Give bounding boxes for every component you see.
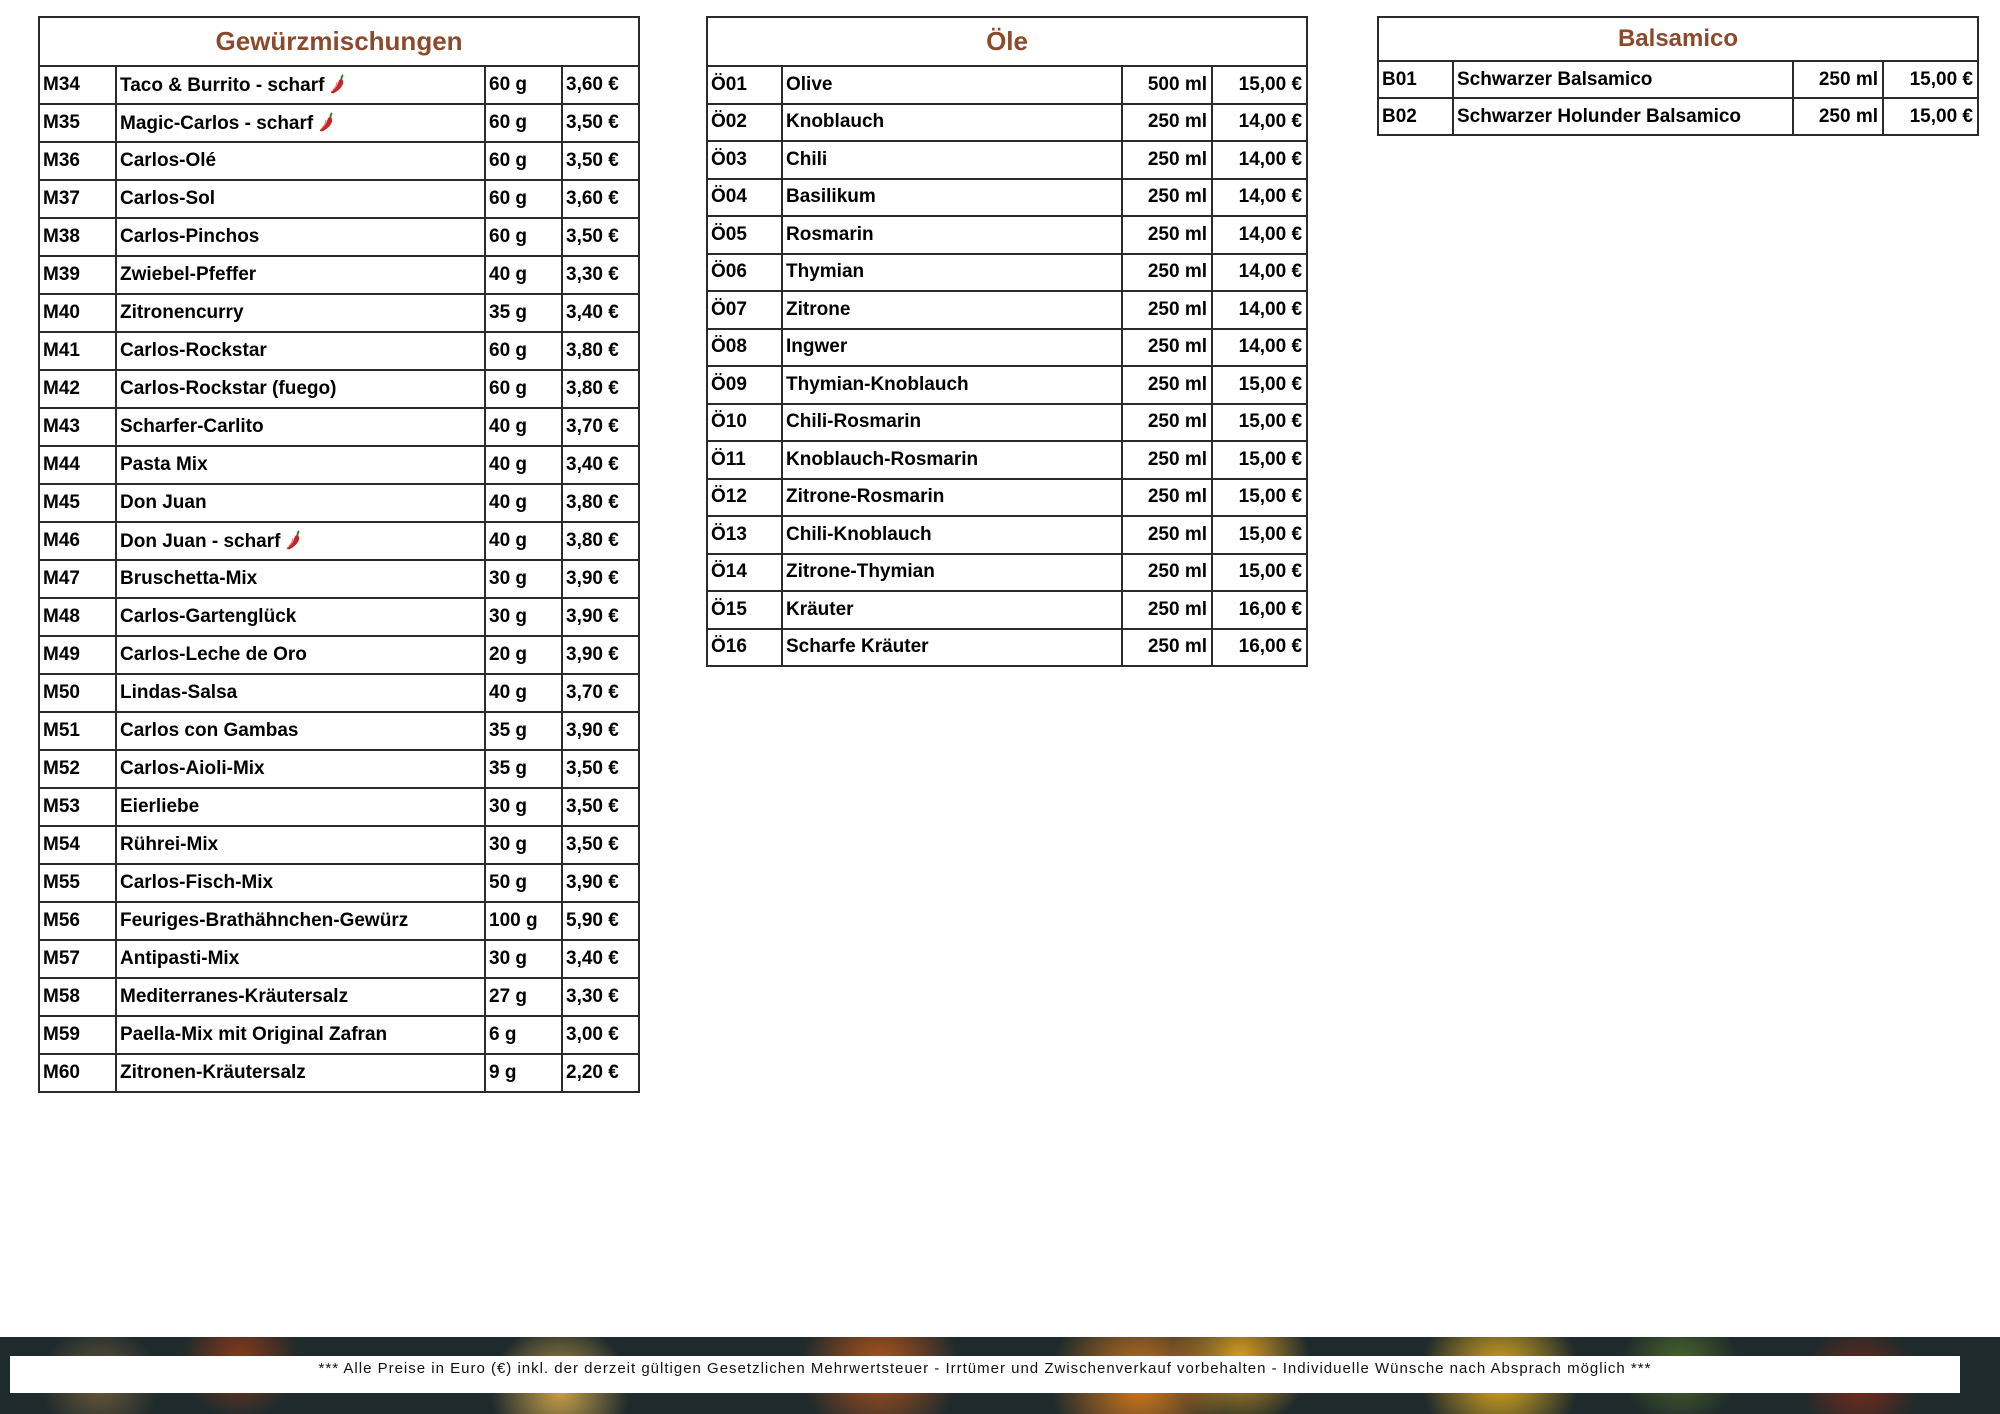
product-price: 14,00 €: [1212, 329, 1307, 367]
product-price: 2,20 €: [562, 1054, 639, 1092]
product-name: Carlos-Pinchos: [116, 218, 485, 256]
product-code: M46: [39, 522, 116, 560]
product-size: 30 g: [485, 788, 562, 826]
product-name: Scharfer-Carlito: [116, 408, 485, 446]
product-price: 3,80 €: [562, 370, 639, 408]
price-disclaimer: *** Alle Preise in Euro (€) inkl. der derzeit gültigen Gesetzlichen Mehrwertsteuer - Irrtümer und Zwischenverkauf vorbehalten - Individuelle Wünsche nach Absprach möglich ***: [10, 1356, 1960, 1393]
product-size: 250 ml: [1122, 629, 1212, 667]
product-name: Carlos-Rockstar (fuego): [116, 370, 485, 408]
product-name: Carlos-Sol: [116, 180, 485, 218]
product-size: 250 ml: [1122, 404, 1212, 442]
table-row: [39, 332, 639, 370]
product-code: Ö04: [707, 179, 782, 217]
product-price: 3,90 €: [562, 560, 639, 598]
product-code: M53: [39, 788, 116, 826]
product-code: M38: [39, 218, 116, 256]
product-name: Knoblauch: [782, 104, 1122, 142]
product-price: 3,70 €: [562, 674, 639, 712]
product-code: Ö13: [707, 516, 782, 554]
product-size: 250 ml: [1122, 141, 1212, 179]
table-row: [707, 179, 1307, 217]
product-name: Magic-Carlos - scharf: [116, 104, 485, 142]
product-price: 3,50 €: [562, 142, 639, 180]
product-code: M57: [39, 940, 116, 978]
product-size: 40 g: [485, 674, 562, 712]
product-price: 5,90 €: [562, 902, 639, 940]
product-code: M49: [39, 636, 116, 674]
table-row: [39, 978, 639, 1016]
product-size: 9 g: [485, 1054, 562, 1092]
product-code: M47: [39, 560, 116, 598]
product-name: Zitronencurry: [116, 294, 485, 332]
gewuerzmischungen-table: [38, 16, 640, 1093]
product-name: Feuriges-Brathähnchen-Gewürz: [116, 902, 485, 940]
product-name: Chili-Knoblauch: [782, 516, 1122, 554]
product-name: Olive: [782, 66, 1122, 104]
product-price: 15,00 €: [1883, 98, 1978, 135]
product-name: Chili-Rosmarin: [782, 404, 1122, 442]
product-size: 35 g: [485, 750, 562, 788]
product-size: 60 g: [485, 66, 562, 104]
product-price: 3,50 €: [562, 104, 639, 142]
product-price: 3,80 €: [562, 522, 639, 560]
product-size: 250 ml: [1122, 366, 1212, 404]
product-code: Ö07: [707, 291, 782, 329]
product-price: 15,00 €: [1212, 479, 1307, 517]
table-row: [39, 902, 639, 940]
table-row: [39, 142, 639, 180]
product-price: 14,00 €: [1212, 104, 1307, 142]
table-row: [39, 484, 639, 522]
product-name: Don Juan: [116, 484, 485, 522]
section-title-oele: Öle: [707, 17, 1307, 66]
product-code: Ö12: [707, 479, 782, 517]
product-size: 30 g: [485, 826, 562, 864]
product-size: 40 g: [485, 522, 562, 560]
table-row: [39, 674, 639, 712]
product-price: 14,00 €: [1212, 141, 1307, 179]
product-name: Eierliebe: [116, 788, 485, 826]
product-size: 500 ml: [1122, 66, 1212, 104]
product-code: M36: [39, 142, 116, 180]
product-code: M58: [39, 978, 116, 1016]
product-name: Schwarzer Holunder Balsamico: [1453, 98, 1793, 135]
product-price: 3,00 €: [562, 1016, 639, 1054]
balsamico-table: [1377, 16, 1979, 136]
product-size: 250 ml: [1122, 479, 1212, 517]
table-row: [39, 446, 639, 484]
product-code: M45: [39, 484, 116, 522]
product-name: Carlos con Gambas: [116, 712, 485, 750]
product-code: Ö15: [707, 591, 782, 629]
product-price: 15,00 €: [1883, 61, 1978, 98]
table-row: [707, 404, 1307, 442]
product-code: M37: [39, 180, 116, 218]
table-row: [39, 522, 639, 560]
table-row: [707, 629, 1307, 667]
product-price: 3,60 €: [562, 180, 639, 218]
table-row: [1378, 61, 1978, 98]
table-row: [39, 636, 639, 674]
product-code: Ö02: [707, 104, 782, 142]
product-price: 15,00 €: [1212, 366, 1307, 404]
product-name: Antipasti-Mix: [116, 940, 485, 978]
table-row: [39, 560, 639, 598]
product-size: 60 g: [485, 142, 562, 180]
product-size: 40 g: [485, 408, 562, 446]
product-name: Thymian: [782, 254, 1122, 292]
product-code: M34: [39, 66, 116, 104]
product-size: 40 g: [485, 446, 562, 484]
product-code: M39: [39, 256, 116, 294]
product-size: 30 g: [485, 940, 562, 978]
table-row: [39, 180, 639, 218]
product-code: Ö03: [707, 141, 782, 179]
product-size: 30 g: [485, 598, 562, 636]
table-row: [707, 591, 1307, 629]
product-size: 100 g: [485, 902, 562, 940]
product-code: Ö01: [707, 66, 782, 104]
product-name: Zitrone: [782, 291, 1122, 329]
product-code: M52: [39, 750, 116, 788]
product-price: 3,80 €: [562, 332, 639, 370]
product-code: M35: [39, 104, 116, 142]
product-code: Ö14: [707, 554, 782, 592]
product-price: 3,70 €: [562, 408, 639, 446]
product-code: M54: [39, 826, 116, 864]
section-title-gewuerzmischungen: Gewürzmischungen: [39, 17, 639, 66]
product-size: 250 ml: [1122, 329, 1212, 367]
product-price: 16,00 €: [1212, 629, 1307, 667]
table-row: [707, 254, 1307, 292]
product-size: 250 ml: [1122, 179, 1212, 217]
product-size: 50 g: [485, 864, 562, 902]
product-size: 250 ml: [1122, 516, 1212, 554]
table-row: [39, 256, 639, 294]
product-price: 14,00 €: [1212, 291, 1307, 329]
product-size: 250 ml: [1122, 441, 1212, 479]
product-price: 3,90 €: [562, 864, 639, 902]
table-row: [39, 750, 639, 788]
table-row: [707, 329, 1307, 367]
product-price: 15,00 €: [1212, 66, 1307, 104]
product-code: Ö05: [707, 216, 782, 254]
product-price: 3,90 €: [562, 598, 639, 636]
product-size: 40 g: [485, 484, 562, 522]
product-name: Lindas-Salsa: [116, 674, 485, 712]
product-name: Scharfe Kräuter: [782, 629, 1122, 667]
table-row: [39, 826, 639, 864]
product-code: M59: [39, 1016, 116, 1054]
table-row: [707, 554, 1307, 592]
chili-pepper-icon: [284, 529, 304, 551]
product-price: 3,30 €: [562, 256, 639, 294]
product-size: 20 g: [485, 636, 562, 674]
product-price: 14,00 €: [1212, 254, 1307, 292]
product-size: 250 ml: [1793, 61, 1883, 98]
product-name: Carlos-Fisch-Mix: [116, 864, 485, 902]
table-row: [707, 479, 1307, 517]
product-size: 250 ml: [1122, 591, 1212, 629]
product-code: M40: [39, 294, 116, 332]
product-name: Zitronen-Kräutersalz: [116, 1054, 485, 1092]
table-row: [39, 864, 639, 902]
product-size: 35 g: [485, 712, 562, 750]
product-name: Carlos-Gartenglück: [116, 598, 485, 636]
table-row: [1378, 98, 1978, 135]
product-name: Rosmarin: [782, 216, 1122, 254]
product-code: M41: [39, 332, 116, 370]
table-row: [39, 1054, 639, 1092]
product-name: Carlos-Aioli-Mix: [116, 750, 485, 788]
oele-table: [706, 16, 1308, 667]
product-price: 15,00 €: [1212, 516, 1307, 554]
product-price: 3,90 €: [562, 712, 639, 750]
table-row: [39, 104, 639, 142]
product-code: Ö11: [707, 441, 782, 479]
product-name: Schwarzer Balsamico: [1453, 61, 1793, 98]
product-name: Ingwer: [782, 329, 1122, 367]
chili-pepper-icon: [328, 73, 348, 95]
product-code: M44: [39, 446, 116, 484]
product-name: Carlos-Leche de Oro: [116, 636, 485, 674]
product-size: 6 g: [485, 1016, 562, 1054]
product-size: 60 g: [485, 370, 562, 408]
table-row: [707, 104, 1307, 142]
table-row: [39, 788, 639, 826]
product-price: 3,30 €: [562, 978, 639, 1016]
product-size: 250 ml: [1793, 98, 1883, 135]
product-code: M43: [39, 408, 116, 446]
table-row: [39, 1016, 639, 1054]
product-code: M60: [39, 1054, 116, 1092]
product-price: 3,90 €: [562, 636, 639, 674]
product-code: M42: [39, 370, 116, 408]
product-name: Pasta Mix: [116, 446, 485, 484]
product-price: 15,00 €: [1212, 554, 1307, 592]
product-price: 15,00 €: [1212, 404, 1307, 442]
product-code: M51: [39, 712, 116, 750]
chili-pepper-icon: [317, 111, 337, 133]
product-name: Carlos-Olé: [116, 142, 485, 180]
product-name: Bruschetta-Mix: [116, 560, 485, 598]
product-size: 60 g: [485, 218, 562, 256]
product-price: 3,50 €: [562, 826, 639, 864]
table-row: [707, 291, 1307, 329]
product-code: Ö16: [707, 629, 782, 667]
table-row: [39, 940, 639, 978]
product-size: 30 g: [485, 560, 562, 598]
table-row: [39, 294, 639, 332]
product-size: 250 ml: [1122, 216, 1212, 254]
product-price: 14,00 €: [1212, 216, 1307, 254]
table-row: [707, 441, 1307, 479]
product-code: B01: [1378, 61, 1453, 98]
product-code: M48: [39, 598, 116, 636]
product-name: Mediterranes-Kräutersalz: [116, 978, 485, 1016]
table-row: [39, 598, 639, 636]
table-row: [707, 216, 1307, 254]
product-size: 250 ml: [1122, 291, 1212, 329]
product-name: Knoblauch-Rosmarin: [782, 441, 1122, 479]
table-row: [707, 141, 1307, 179]
product-code: B02: [1378, 98, 1453, 135]
product-size: 250 ml: [1122, 104, 1212, 142]
product-size: 27 g: [485, 978, 562, 1016]
product-price: 3,50 €: [562, 218, 639, 256]
product-name: Basilikum: [782, 179, 1122, 217]
product-code: M50: [39, 674, 116, 712]
table-row: [39, 66, 639, 104]
product-price: 3,80 €: [562, 484, 639, 522]
product-name: Zitrone-Thymian: [782, 554, 1122, 592]
table-row: [39, 218, 639, 256]
product-name: Chili: [782, 141, 1122, 179]
product-size: 60 g: [485, 180, 562, 218]
product-price: 15,00 €: [1212, 441, 1307, 479]
table-row: [707, 66, 1307, 104]
product-price: 3,50 €: [562, 788, 639, 826]
product-price: 16,00 €: [1212, 591, 1307, 629]
table-row: [39, 370, 639, 408]
product-code: Ö10: [707, 404, 782, 442]
product-code: Ö06: [707, 254, 782, 292]
product-name: Thymian-Knoblauch: [782, 366, 1122, 404]
table-row: [707, 516, 1307, 554]
product-code: Ö09: [707, 366, 782, 404]
product-name: Rührei-Mix: [116, 826, 485, 864]
product-size: 40 g: [485, 256, 562, 294]
product-size: 250 ml: [1122, 254, 1212, 292]
table-row: [707, 366, 1307, 404]
product-price: 3,60 €: [562, 66, 639, 104]
product-size: 60 g: [485, 104, 562, 142]
product-name: Kräuter: [782, 591, 1122, 629]
product-name: Paella-Mix mit Original Zafran: [116, 1016, 485, 1054]
product-price: 3,40 €: [562, 294, 639, 332]
product-size: 250 ml: [1122, 554, 1212, 592]
product-price: 3,40 €: [562, 446, 639, 484]
product-name: Carlos-Rockstar: [116, 332, 485, 370]
product-name: Zitrone-Rosmarin: [782, 479, 1122, 517]
section-title-balsamico: Balsamico: [1378, 17, 1978, 61]
product-size: 35 g: [485, 294, 562, 332]
product-size: 60 g: [485, 332, 562, 370]
product-price: 14,00 €: [1212, 179, 1307, 217]
table-row: [39, 712, 639, 750]
product-code: M55: [39, 864, 116, 902]
spice-footer-banner: [0, 1337, 2000, 1414]
product-name: Zwiebel-Pfeffer: [116, 256, 485, 294]
product-name: Don Juan - scharf: [116, 522, 485, 560]
product-price: 3,40 €: [562, 940, 639, 978]
product-code: Ö08: [707, 329, 782, 367]
product-code: M56: [39, 902, 116, 940]
product-name: Taco & Burrito - scharf: [116, 66, 485, 104]
table-row: [39, 408, 639, 446]
product-price: 3,50 €: [562, 750, 639, 788]
